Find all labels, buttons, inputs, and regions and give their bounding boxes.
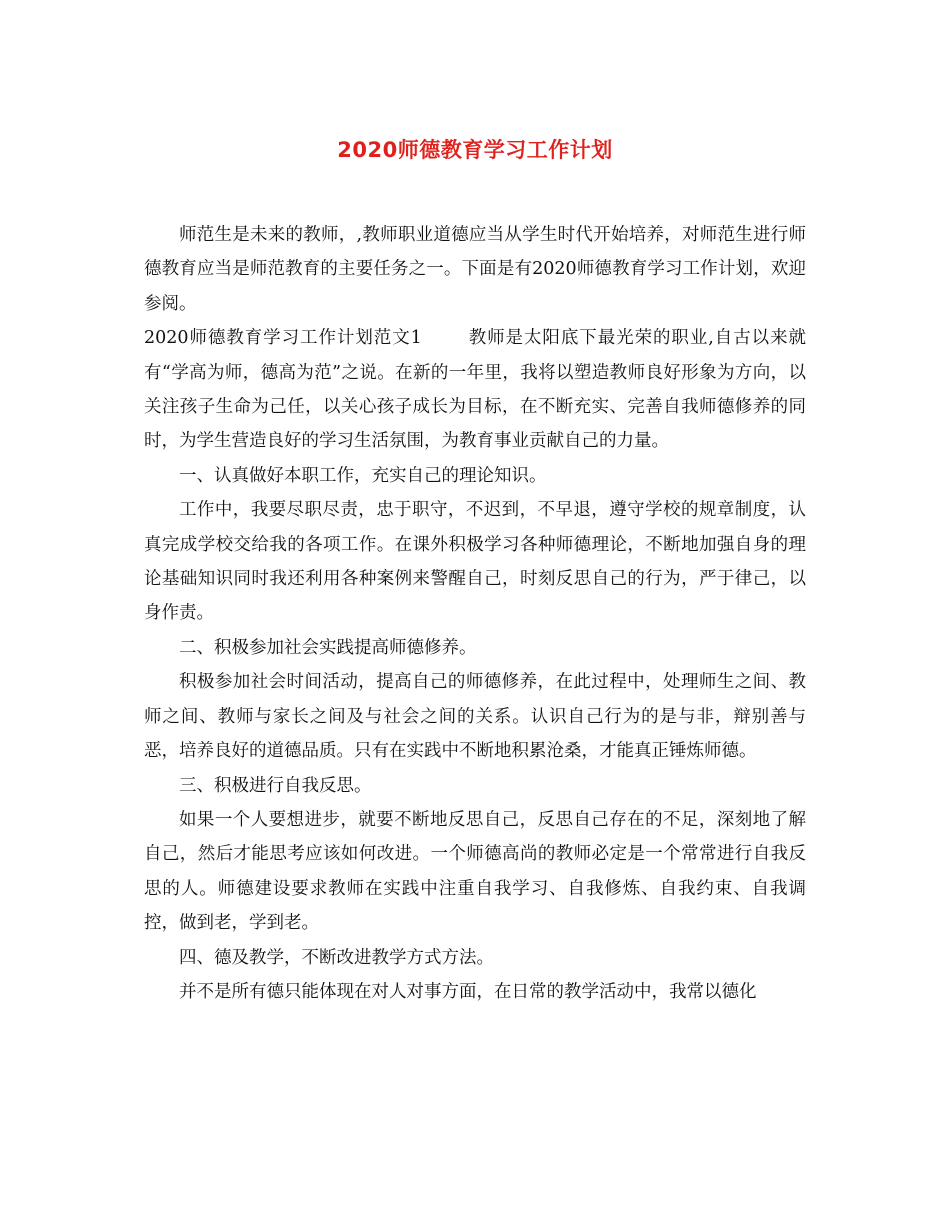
- intro-paragraph: 师范生是未来的教师，,教师职业道德应当从学生时代开始培养，对师范生进行师德教育应当是师范教育的主要任务之一。下面是有2020师德教育学习工作计划，欢迎参阅。: [144, 225, 806, 314]
- document-body: [144, 218, 806, 1009]
- section-4-body: 并不是所有德只能体现在对人对事方面，在日常的教学活动中，我常以德化: [179, 981, 757, 1002]
- section-3-heading: 三、积极进行自我反思。: [179, 775, 372, 796]
- section-1-body: 工作中，我要尽职尽责，忠于职守，不迟到，不早退，遵守学校的规章制度，认真完成学校交给我的各项工作。在课外积极学习各种师德理论，不断地加强自身的理论基础知识同时我还利用各种案例来警醒自己，时刻反思自己的行为，严于律己，以身作责。: [144, 500, 806, 624]
- section-2-body: 积极参加社会时间活动，提高自己的师德修养，在此过程中，处理师生之间、教师之间、教师与家长之间及与社会之间的关系。认识自己行为的是与非，辩别善与恶，培养良好的道德品质。只有在实践中不断地积累沧桑，才能真正锤炼师德。: [144, 672, 806, 762]
- section-4-heading: 四、德及教学，不断改进教学方式方法。: [179, 947, 494, 968]
- section-3-body: 如果一个人要想进步，就要不断地反思自己，反思自己存在的不足，深刻地了解自己，然后才能思考应该如何改进。一个师德高尚的教师必定是一个常常进行自我反思的人。师德建设要求教师在实践中注重自我学习、自我修炼、自我约束、自我调控，做到老，学到老。: [144, 809, 806, 934]
- section-1-heading: 一、认真做好本职工作，充实自己的理论知识。: [179, 465, 547, 486]
- sample-paragraph: [144, 321, 806, 459]
- sample-opening-text: 教师是太阳底下最光荣的职业,自古以来就有“学高为师，德高为范”之说。在新的一年里，我将以塑造教师良好形象为方向，以关注孩子生命为己任，以关心孩子成长为目标，在不断充实、完善自我师德修养的同时，为学生营造良好的学习生活氛围，为教育事业贡献自己的力量。: [144, 328, 807, 452]
- section-2-heading: 二、积极参加社会实践提高师德修养。: [179, 637, 477, 658]
- sample-heading: 2020师德教育学习工作计划范文1: [144, 328, 422, 349]
- document-title: 2020师德教育学习工作计划: [337, 138, 613, 162]
